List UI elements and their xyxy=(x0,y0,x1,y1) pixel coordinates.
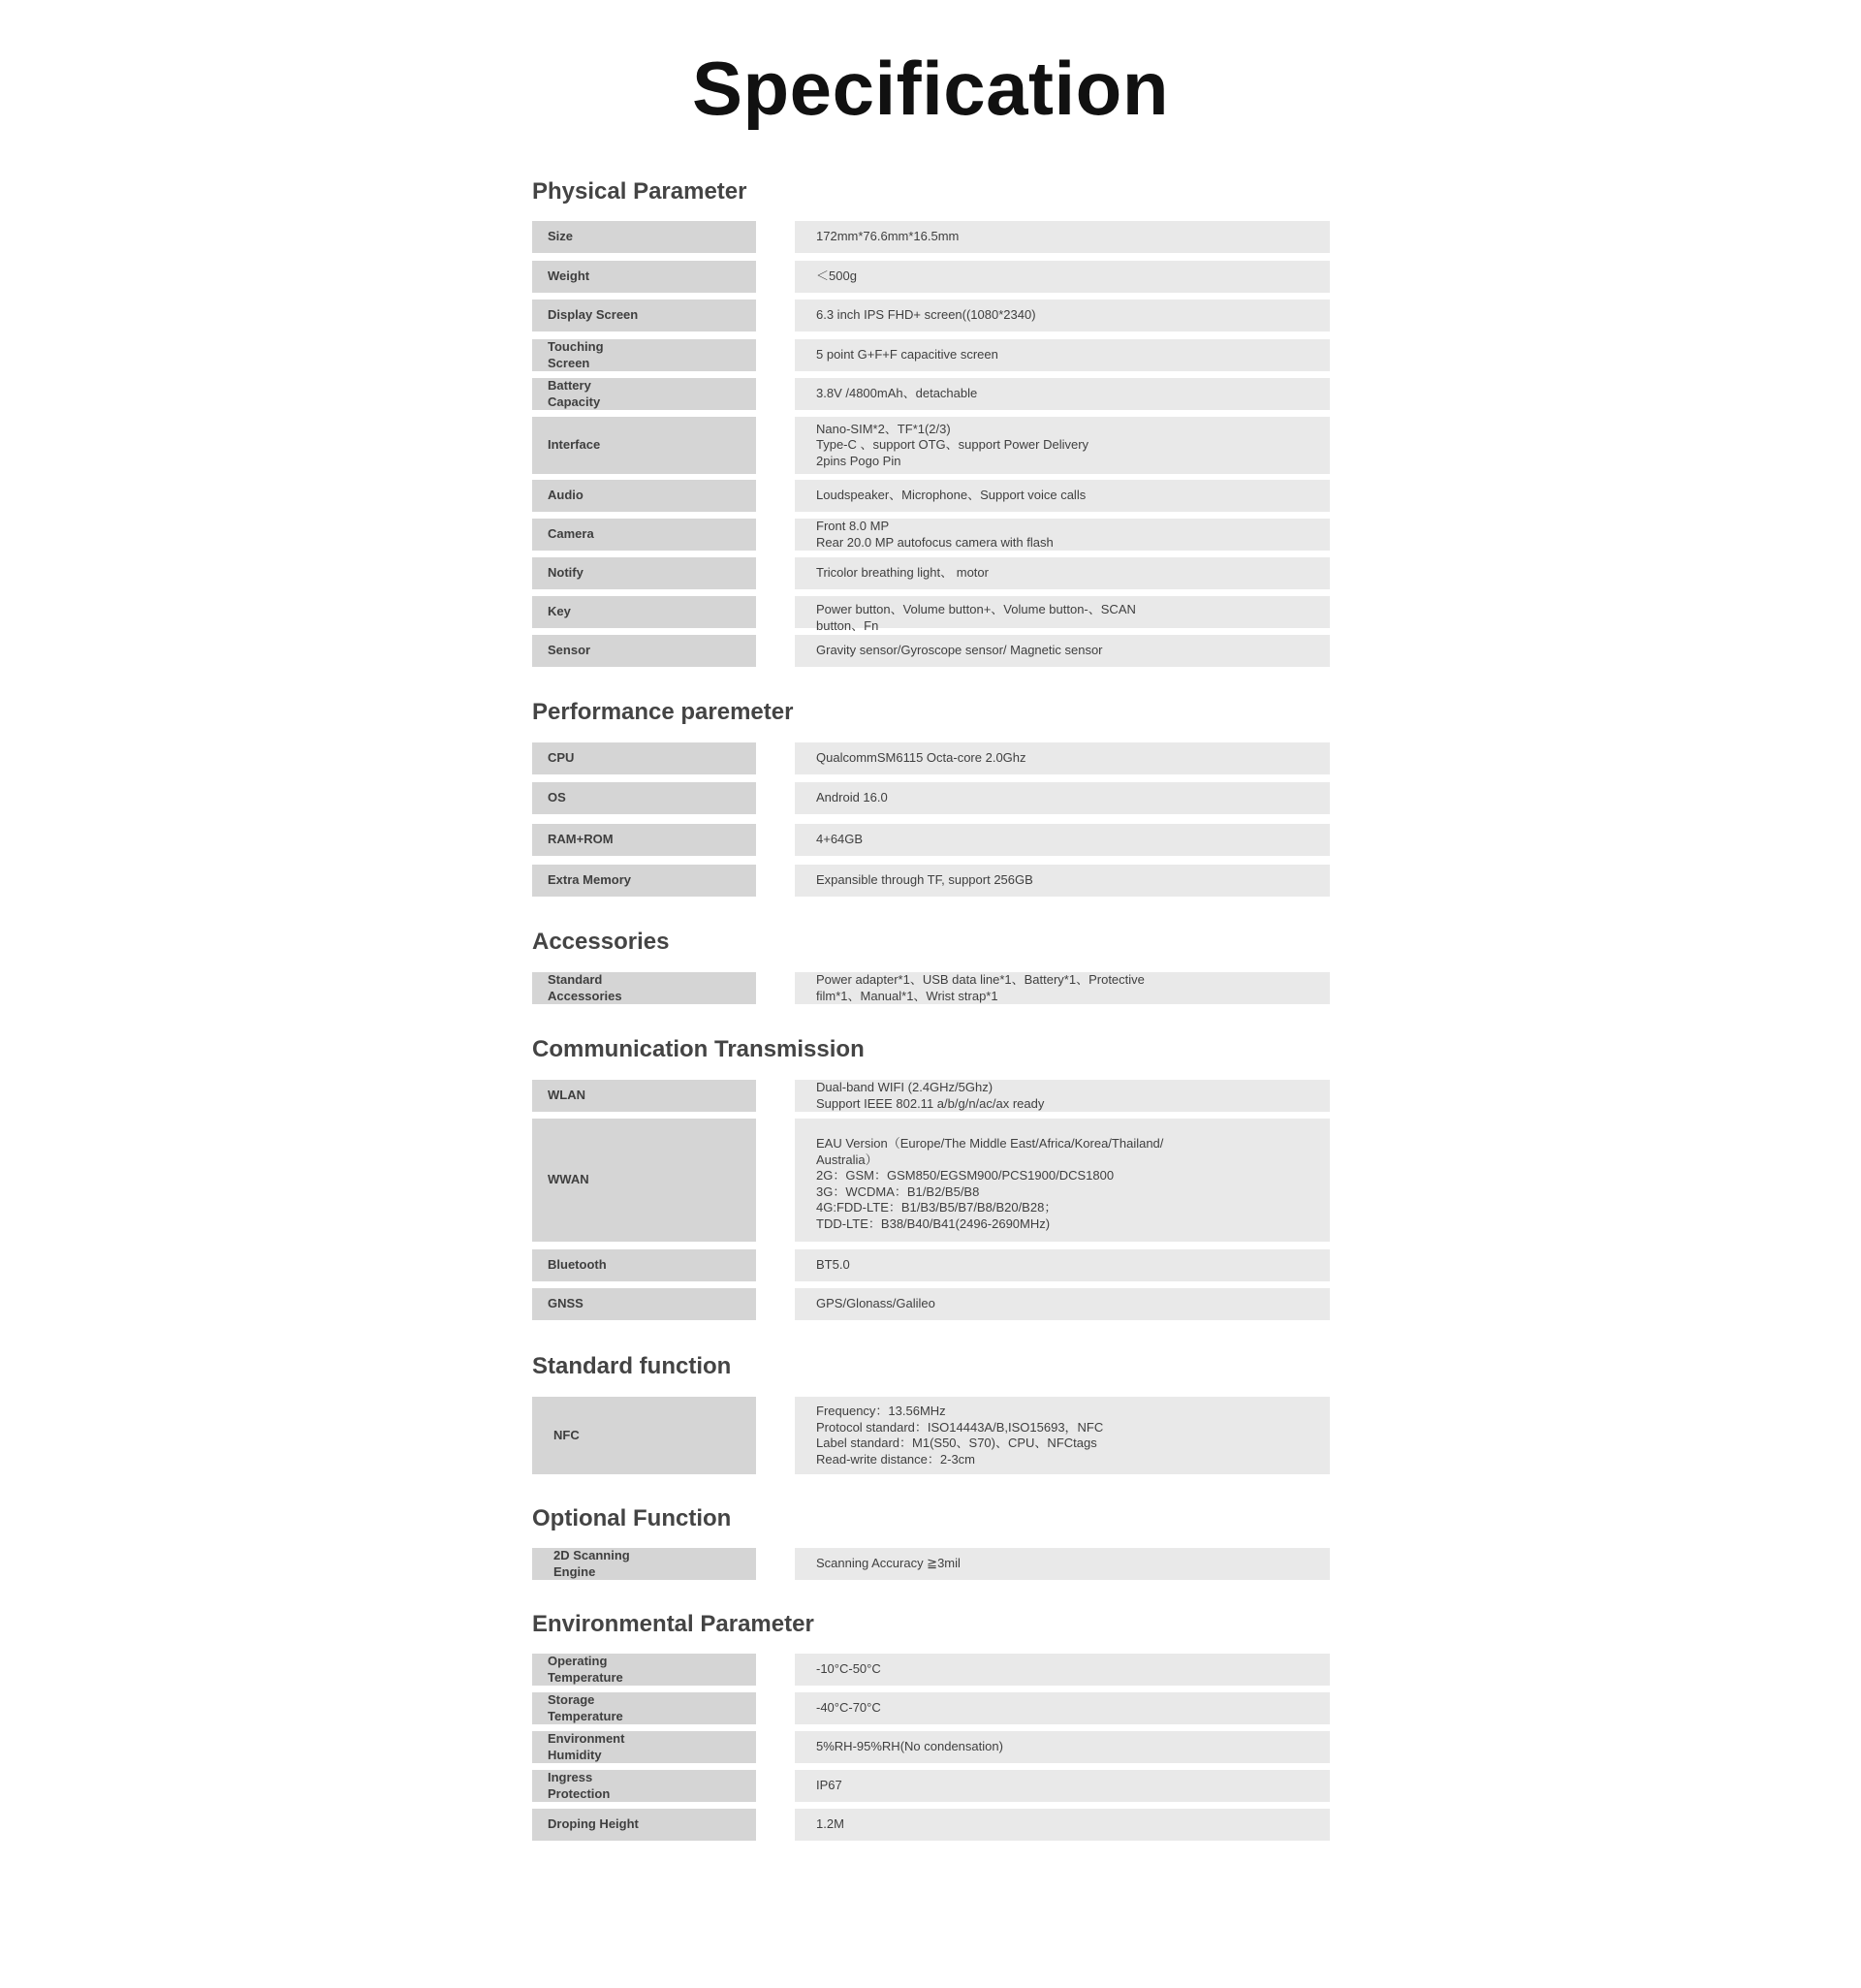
spec-value-line: Read-write distance：2-3cm xyxy=(816,1451,976,1467)
spec-label: RAM+ROM xyxy=(548,832,614,847)
spec-value-cell xyxy=(795,300,1330,331)
spec-label-cell xyxy=(532,221,756,253)
spec-value-line: 2pins Pogo Pin xyxy=(816,453,901,468)
spec-value-line: Tricolor breathing light、 motor xyxy=(816,565,989,581)
spec-label-cell xyxy=(532,1249,756,1281)
spec-value-cell xyxy=(795,480,1330,512)
spec-label: Audio xyxy=(548,488,584,503)
spec-label: Environment Humidity xyxy=(548,1731,625,1762)
spec-value-cell xyxy=(795,742,1330,774)
spec-label: Touching Screen xyxy=(548,339,604,370)
spec-value-line: 172mm*76.6mm*16.5mm xyxy=(816,229,960,244)
section-title-physical-parameter: Physical Parameter xyxy=(532,178,747,205)
spec-value-line: Scanning Accuracy ≧3mil xyxy=(816,1556,961,1571)
spec-value-cell xyxy=(795,635,1330,667)
spec-value-line: Loudspeaker、Microphone、Support voice calls xyxy=(816,488,1087,503)
spec-value-line: Power adapter*1、USB data line*1、Battery*1、Protective xyxy=(816,972,1145,987)
spec-label-cell xyxy=(532,480,756,512)
spec-row-weight xyxy=(532,261,1330,293)
spec-value-cell xyxy=(795,1397,1330,1474)
spec-row-droping-height xyxy=(532,1809,1330,1841)
spec-row-sensor xyxy=(532,635,1330,667)
spec-value-line: Android 16.0 xyxy=(816,790,888,805)
spec-label-cell xyxy=(532,1692,756,1724)
spec-label: Bluetooth xyxy=(548,1257,607,1273)
spec-row-storage-temperature xyxy=(532,1692,1330,1724)
spec-label: WWAN xyxy=(548,1172,589,1187)
spec-value-line: 4G:FDD-LTE：B1/B3/B5/B7/B8/B20/B28； xyxy=(816,1200,1057,1215)
spec-value-line: Nano-SIM*2、TF*1(2/3) xyxy=(816,421,951,436)
spec-label-cell xyxy=(532,519,756,551)
spec-value-line: Type-C 、support OTG、support Power Delivery xyxy=(816,437,1089,453)
spec-row-gnss xyxy=(532,1288,1330,1320)
spec-label: Standard Accessories xyxy=(548,972,622,1003)
spec-row-battery-capacity xyxy=(532,378,1330,410)
spec-value-line: 3G：WCDMA：B1/B2/B5/B8 xyxy=(816,1183,980,1199)
spec-label-cell xyxy=(532,782,756,814)
spec-value-line: Rear 20.0 MP autofocus camera with flash xyxy=(816,534,1054,550)
spec-row-notify xyxy=(532,557,1330,589)
spec-value-line: Front 8.0 MP xyxy=(816,519,890,533)
spec-label: Display Screen xyxy=(548,307,639,323)
spec-value-line: button、Fn xyxy=(816,617,879,633)
spec-label-cell xyxy=(532,1809,756,1841)
spec-value-line: 5 point G+F+F capacitive screen xyxy=(816,347,998,363)
spec-label: Droping Height xyxy=(548,1816,639,1832)
section-title-accessories: Accessories xyxy=(532,929,670,955)
section-title-optional-function: Optional Function xyxy=(532,1505,732,1531)
spec-row-bluetooth xyxy=(532,1249,1330,1281)
spec-row-size xyxy=(532,221,1330,253)
spec-value-cell xyxy=(795,972,1330,1004)
spec-row-cpu xyxy=(532,742,1330,774)
spec-value-line: film*1、Manual*1、Wrist strap*1 xyxy=(816,988,998,1003)
spec-value-cell xyxy=(795,1548,1330,1580)
spec-label: 2D Scanning Engine xyxy=(553,1548,630,1579)
spec-value-cell xyxy=(795,1809,1330,1841)
section-title-performance-paremeter: Performance paremeter xyxy=(532,699,794,725)
spec-label-cell xyxy=(532,1119,756,1242)
spec-value-line: TDD-LTE：B38/B40/B41(2496-2690MHz) xyxy=(816,1215,1051,1231)
spec-label-cell xyxy=(532,596,756,628)
spec-label-cell xyxy=(532,635,756,667)
spec-value-line: ＜500g xyxy=(816,268,857,284)
spec-value-line: Frequency：13.56MHz xyxy=(816,1404,946,1418)
spec-label-cell xyxy=(532,378,756,410)
spec-row-display-screen xyxy=(532,300,1330,331)
spec-row-environment-humidity xyxy=(532,1731,1330,1763)
spec-row-2d-scanning-engine xyxy=(532,1548,1330,1580)
spec-value-cell xyxy=(795,261,1330,293)
spec-value-line: QualcommSM6115 Octa-core 2.0Ghz xyxy=(816,750,1026,766)
spec-label: WLAN xyxy=(548,1088,585,1103)
spec-label-cell xyxy=(532,417,756,474)
spec-row-key xyxy=(532,596,1330,633)
spec-row-nfc xyxy=(532,1397,1330,1474)
spec-row-extra-memory xyxy=(532,865,1330,897)
spec-row-os xyxy=(532,782,1330,814)
spec-value-cell xyxy=(795,417,1330,474)
spec-label-cell xyxy=(532,972,756,1004)
spec-value-line: Dual-band WIFI (2.4GHz/5Ghz) xyxy=(816,1080,994,1094)
spec-label-cell xyxy=(532,824,756,856)
spec-label: GNSS xyxy=(548,1296,584,1311)
spec-label: OS xyxy=(548,790,566,805)
spec-row-touching-screen xyxy=(532,339,1330,371)
page-title: Specification xyxy=(692,46,1169,131)
spec-value-line: Gravity sensor/Gyroscope sensor/ Magnetic sensor xyxy=(816,643,1103,658)
spec-label-cell xyxy=(532,1080,756,1112)
spec-value-cell xyxy=(795,1731,1330,1763)
spec-label-cell xyxy=(532,1770,756,1802)
spec-label: Notify xyxy=(548,565,584,581)
spec-value-cell xyxy=(795,1288,1330,1320)
spec-value-line: 1.2M xyxy=(816,1816,844,1832)
spec-label: CPU xyxy=(548,750,575,766)
spec-label-cell xyxy=(532,865,756,897)
spec-label-cell xyxy=(532,1548,756,1580)
spec-value-cell xyxy=(795,596,1330,633)
spec-value-line: 6.3 inch IPS FHD+ screen((1080*2340) xyxy=(816,307,1036,323)
spec-value-cell xyxy=(795,519,1330,551)
spec-label: Battery Capacity xyxy=(548,378,601,409)
section-title-environmental-parameter: Environmental Parameter xyxy=(532,1611,814,1637)
spec-label-cell xyxy=(532,1654,756,1686)
spec-row-camera xyxy=(532,519,1330,551)
spec-label-cell xyxy=(532,339,756,371)
spec-label: Operating Temperature xyxy=(548,1654,623,1685)
spec-value-cell xyxy=(795,1080,1330,1112)
spec-value-line: -10°C-50°C xyxy=(816,1661,881,1677)
spec-label-cell xyxy=(532,300,756,331)
spec-value-line: IP67 xyxy=(816,1778,842,1793)
spec-label-cell xyxy=(532,1731,756,1763)
spec-value-line: Expansible through TF, support 256GB xyxy=(816,872,1033,888)
spec-value-cell xyxy=(795,782,1330,814)
spec-row-audio xyxy=(532,480,1330,512)
spec-value-cell xyxy=(795,557,1330,589)
spec-value-line: 3.8V /4800mAh、detachable xyxy=(816,386,978,401)
spec-value-line: Australia） xyxy=(816,1152,878,1167)
spec-value-cell xyxy=(795,824,1330,856)
spec-label: Extra Memory xyxy=(548,872,631,888)
spec-value-line: Label standard：M1(S50、S70)、CPU、NFCtags xyxy=(816,1436,1097,1450)
spec-value-cell xyxy=(795,378,1330,410)
spec-value-cell xyxy=(795,1119,1330,1242)
spec-value-cell xyxy=(795,339,1330,371)
spec-label-cell xyxy=(532,742,756,774)
spec-row-wwan xyxy=(532,1119,1330,1242)
section-title-standard-function: Standard function xyxy=(532,1353,732,1379)
spec-value-line: GPS/Glonass/Galileo xyxy=(816,1296,935,1311)
spec-label: Camera xyxy=(548,526,594,542)
spec-row-standard-accessories xyxy=(532,972,1330,1004)
spec-label: Interface xyxy=(548,437,601,453)
spec-value-cell xyxy=(795,1249,1330,1281)
spec-value-line: EAU Version（Europe/The Middle East/Africa/Korea/Thailand/ xyxy=(816,1136,1164,1151)
spec-label: Ingress Protection xyxy=(548,1770,611,1801)
spec-value-line: 2G：GSM：GSM850/EGSM900/PCS1900/DCS1800 xyxy=(816,1168,1115,1183)
spec-value-line: Support IEEE 802.11 a/b/g/n/ac/ax ready xyxy=(816,1095,1045,1111)
spec-label-cell xyxy=(532,1288,756,1320)
spec-value-line: 5%RH-95%RH(No condensation) xyxy=(816,1739,1003,1754)
spec-value-line: Protocol standard：ISO14443A/B,ISO15693，NFC xyxy=(816,1419,1104,1435)
spec-value-cell xyxy=(795,1692,1330,1724)
spec-label: Key xyxy=(548,604,571,619)
spec-value-line: 4+64GB xyxy=(816,832,864,847)
section-title-communication-transmission: Communication Transmission xyxy=(532,1036,865,1062)
spec-label: Size xyxy=(548,229,574,244)
spec-label: NFC xyxy=(553,1427,580,1442)
spec-label-cell xyxy=(532,261,756,293)
spec-row-wlan xyxy=(532,1080,1330,1112)
spec-row-ram-rom xyxy=(532,824,1330,856)
spec-row-interface xyxy=(532,417,1330,474)
spec-label-cell xyxy=(532,557,756,589)
spec-value-cell xyxy=(795,1770,1330,1802)
spec-value-line: Power button、Volume button+、Volume button-、SCAN xyxy=(816,602,1136,616)
spec-label: Storage Temperature xyxy=(548,1692,623,1723)
spec-row-ingress-protection xyxy=(532,1770,1330,1802)
spec-value-cell xyxy=(795,865,1330,897)
spec-label: Weight xyxy=(548,268,590,284)
spec-label-cell xyxy=(532,1397,756,1474)
spec-value-cell xyxy=(795,1654,1330,1686)
spec-value-line: -40°C-70°C xyxy=(816,1700,881,1716)
spec-label: Sensor xyxy=(548,643,591,658)
spec-row-operating-temperature xyxy=(532,1654,1330,1686)
spec-value-cell xyxy=(795,221,1330,253)
spec-value-line: BT5.0 xyxy=(816,1257,850,1273)
